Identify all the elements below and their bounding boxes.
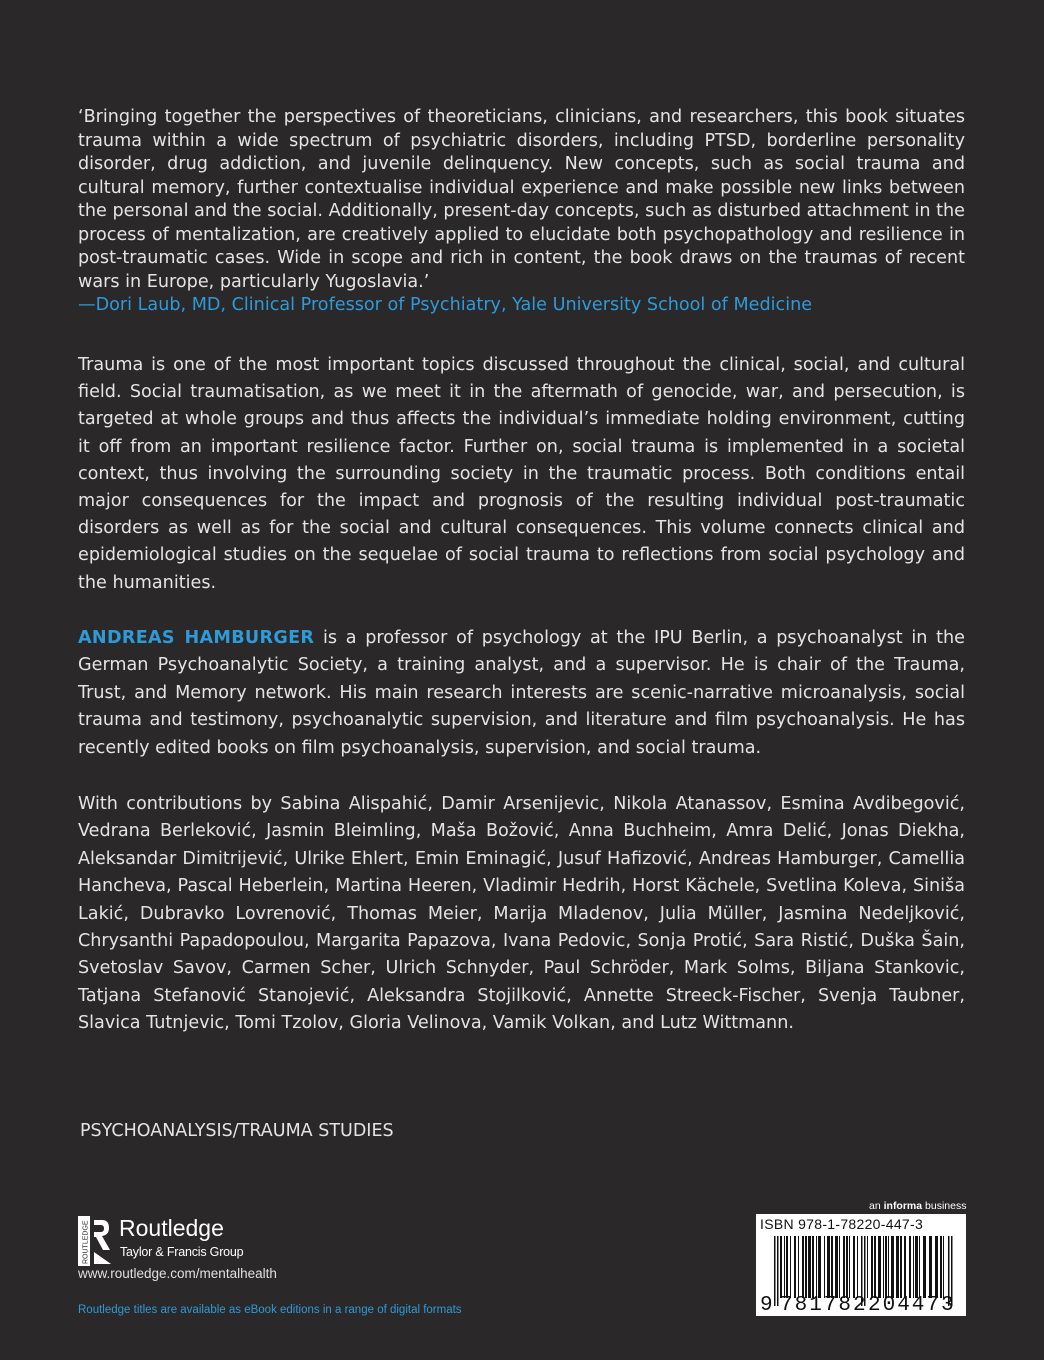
barcode-digit-first: 9 bbox=[760, 1294, 775, 1317]
publisher-group: Taylor & Francis Group bbox=[120, 1245, 244, 1259]
informa-business-tag bbox=[869, 1200, 966, 1212]
routledge-logo-icon bbox=[78, 1216, 112, 1266]
barcode-digits-left: 781782 bbox=[780, 1294, 868, 1317]
logo-side-text: ROUTLEDGE bbox=[82, 1220, 90, 1264]
isbn-barcode bbox=[756, 1214, 966, 1316]
isbn-label: ISBN 978-1-78220-447-3 bbox=[760, 1216, 924, 1232]
informa-suffix: business bbox=[922, 1200, 967, 1212]
author-bio bbox=[78, 625, 965, 762]
publisher-website[interactable]: www.routledge.com/mentalhealth bbox=[78, 1266, 277, 1281]
quote-text: ‘Bringing together the perspectives of theoreticians, clinicians, and researchers, this book situates trauma within a wide spectrum of psychiatric disorders, including PTSD, borderline personality disorder, drug addiction, and juvenile delinquency. New concepts, such as social trauma and cultural memory, further contextualise individual experience and make possible new links between the personal and the social. Additionally, present-day concepts, such as disturbed attachment in the process of mentalization, are creatively applied to elucidate both psychopathology and resilience in post-traumatic cases. Wide in scope and rich in content, the book draws on the traumas of recent wars in Europe, particularly Yugoslavia.’ bbox=[78, 107, 965, 292]
author-name: ANDREAS HAMBURGER bbox=[78, 628, 315, 648]
endorsement-quote bbox=[78, 106, 965, 318]
informa-bold: informa bbox=[883, 1200, 923, 1212]
publisher-logo bbox=[78, 1212, 338, 1272]
contributors-list: With contributions by Sabina Alispahić, Damir Arsenijevic, Nikola Atanassov, Esmina Avdibegović, Vedrana Berleković, Jasmin Bleimling, Maša Božović, Anna Buchheim, Amra Delić, Jonas Diekha, Aleksandar Dimitrijević, Ulrike Ehlert, Emin Eminagić, Jusuf Hafizović, Andreas Hamburger, Camellia Hancheva, Pascal Heberlein, Martina Heeren, Vladimir Hedrih, Horst Kächele, Svetlina Koleva, Siniša Lakić, Dubravko Lovrenović, Thomas Meier, Marija Mladenov, Julia Müller, Jasmina Nedeljković, Chrysanthi Papadopoulou, Margarita Papazova, Ivana Pedovic, Sonja Protić, Sara Ristić, Duška Šain, Svetoslav Savov, Carmen Scher, Ulrich Schnyder, Paul Schröder, Mark Solms, Biljana Stankovic, Tatjana Stefanović Stanojević, Aleksandra Stojilković, Annette Streeck-Fischer, Svenja Taubner, Slavica Tutnjevic, Tomi Tzolov, Gloria Velinova, Vamik Volkan, and Lutz Wittmann. bbox=[78, 794, 965, 1034]
author-bio-text: is a professor of psychology at the IPU Berlin, a psychoanalyst in the German Psychoanalytic Society, a training analyst, and a supervisor. He is chair of the Trauma, Trust, and Memory network. His main research interests are scenic-narrative microanalysis, social trauma and testimony, psychoanalytic supervision, and literature and film psychoanalysis. He has recently edited books on film psychoanalysis, supervision, and social trauma. bbox=[78, 628, 966, 758]
informa-prefix: an bbox=[869, 1200, 884, 1212]
barcode-digits-right: 204473 bbox=[868, 1294, 956, 1317]
publisher-name: Routledge bbox=[119, 1215, 224, 1241]
barcode-digits bbox=[756, 1295, 966, 1317]
ebook-note: Routledge titles are available as eBook editions in a range of digital formats bbox=[78, 1304, 462, 1316]
book-description: Trauma is one of the most important topics discussed throughout the clinical, social, and cultural field. Social traumatisation, as we meet it in the aftermath of genocide, war, and persecution, is targeted at whole groups and thus affects the individual’s immediate holding environment, cutting it off from an important resilience factor. Further on, social trauma is implemented in a societal context, thus involving the surrounding society in the traumatic process. Both conditions entail major consequences for the impact and prognosis of the resulting individual post-traumatic disorders as well as for the social and cultural consequences. This volume connects clinical and epidemiological studies on the sequelae of social trauma to reflections from social psychology and the humanities. bbox=[78, 355, 965, 593]
quote-attribution: —Dori Laub, MD, Clinical Professor of Psychiatry, Yale University School of Medicine bbox=[78, 295, 813, 315]
subject-category: PSYCHOANALYSIS/TRAUMA STUDIES bbox=[80, 1121, 394, 1141]
